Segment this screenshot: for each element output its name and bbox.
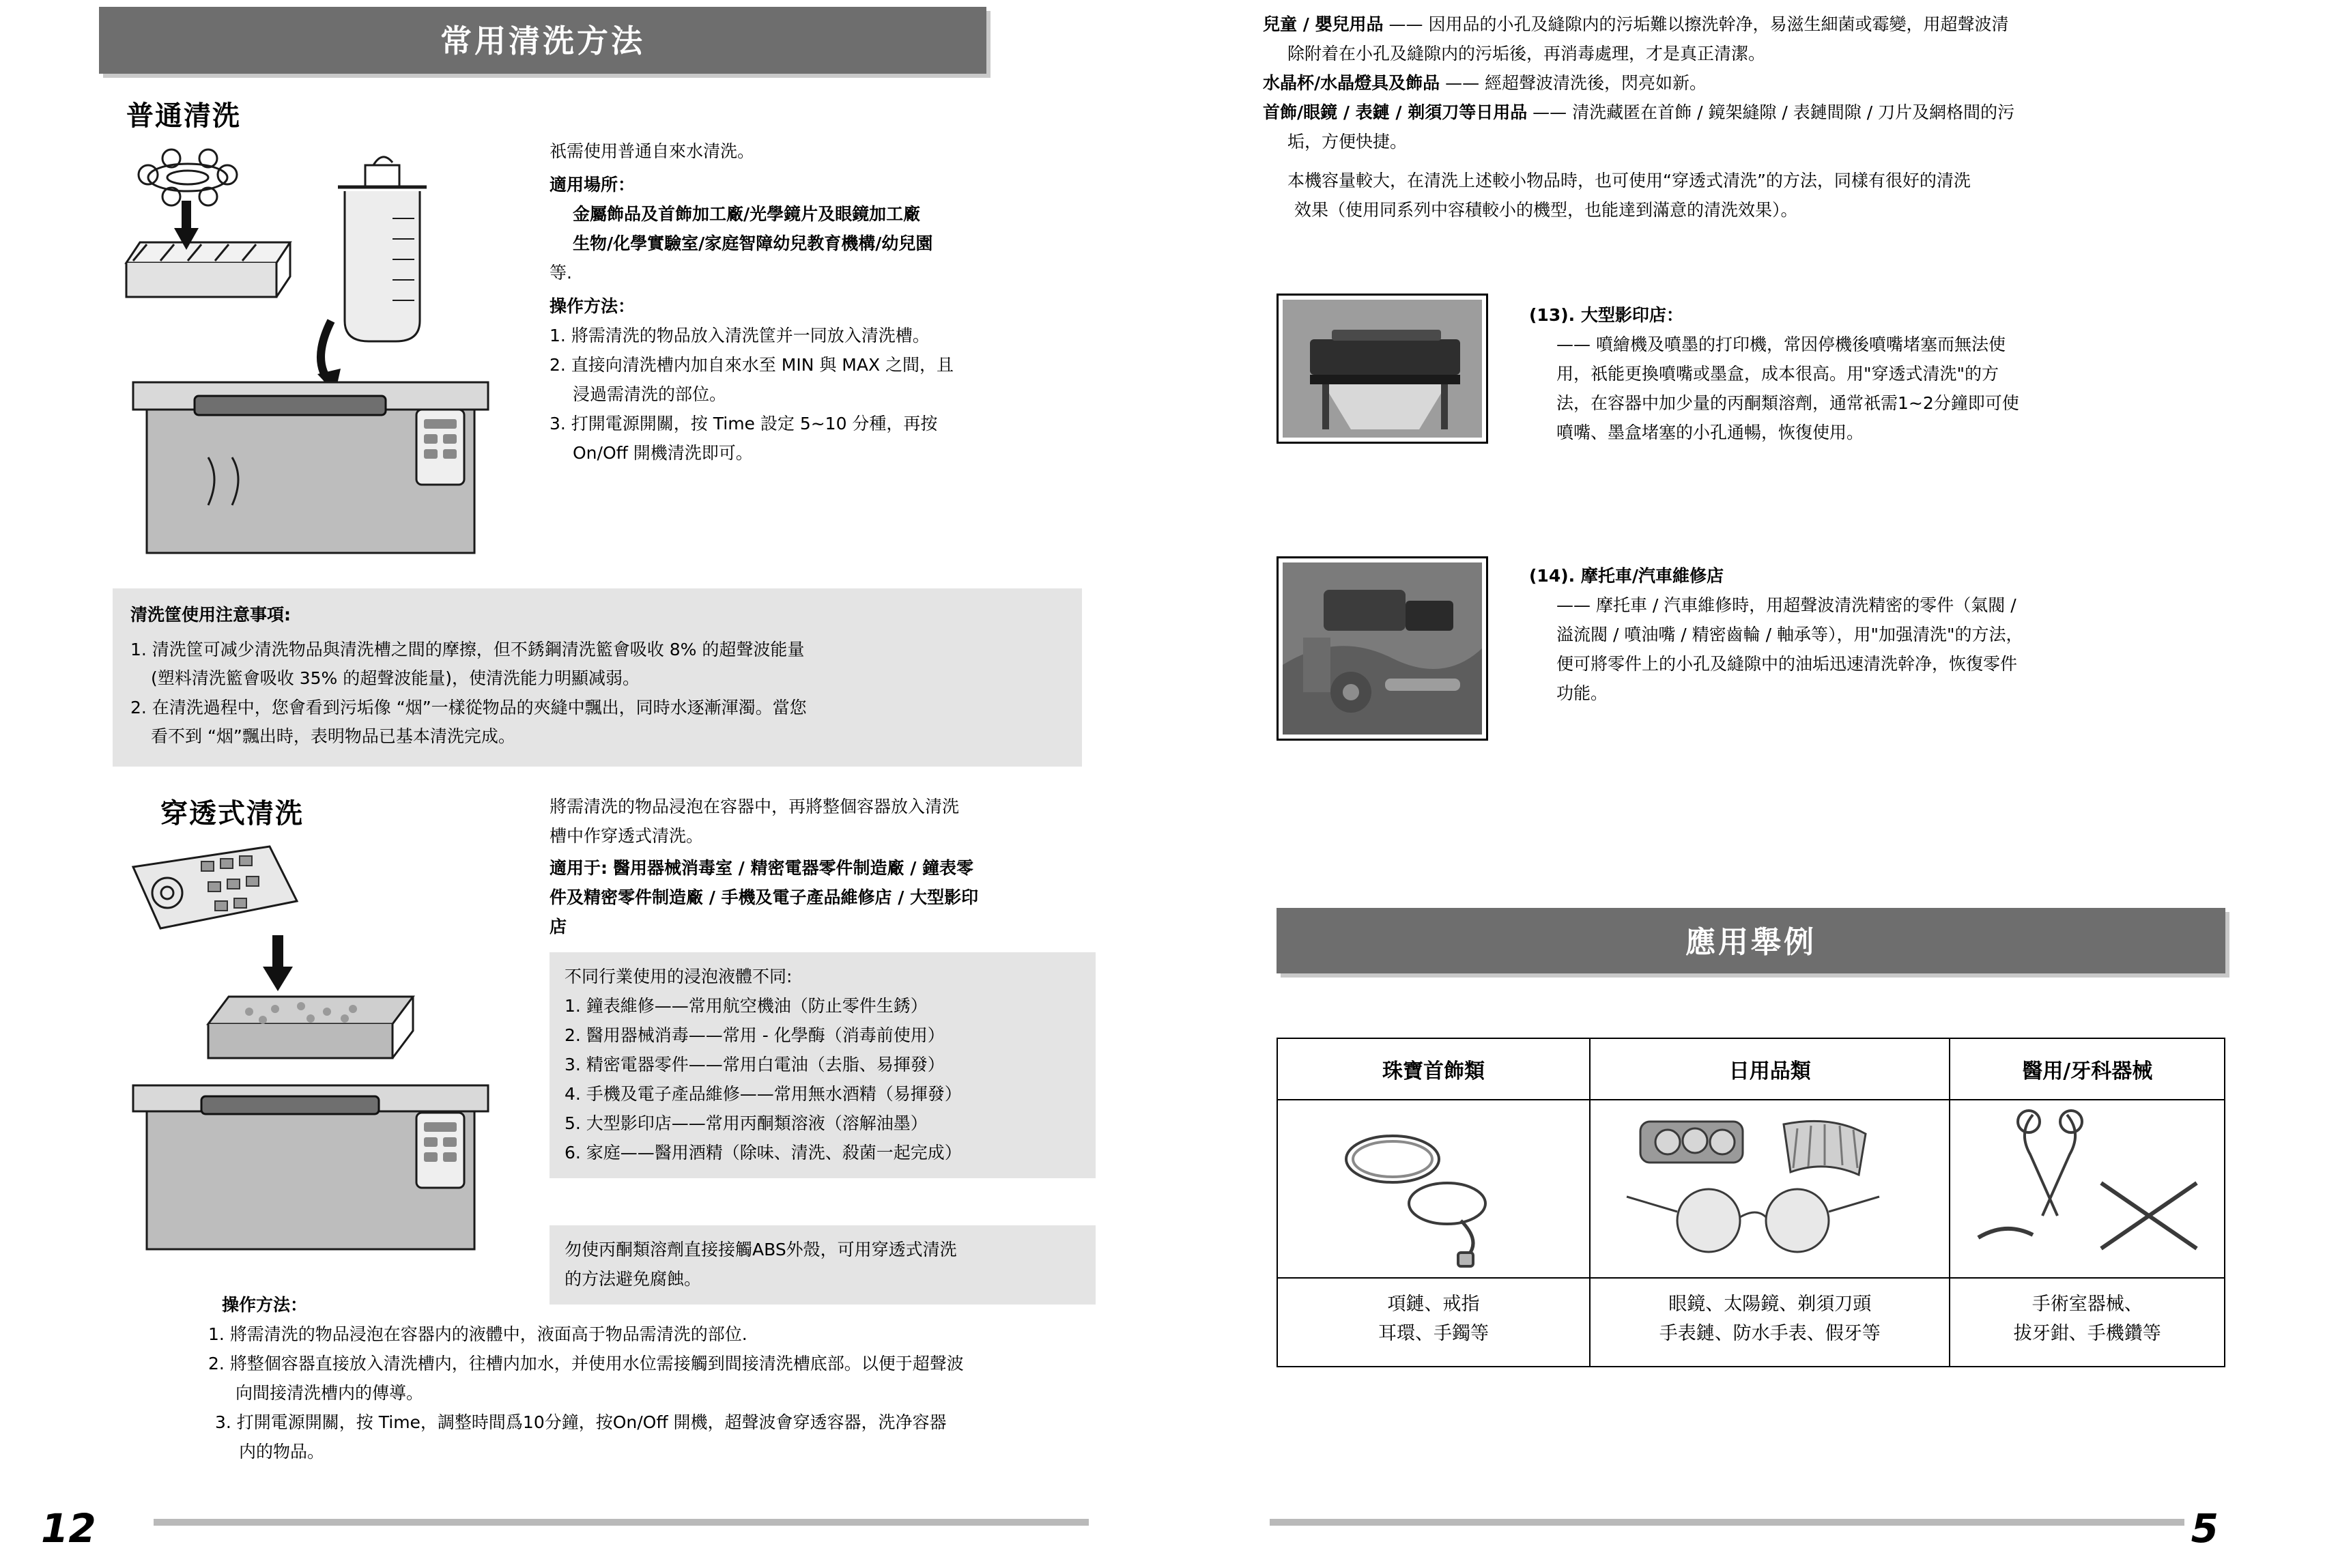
top-item-2 [1263, 68, 2253, 98]
entry-14-number: (14). [1529, 566, 1576, 586]
normal-step-1: 1. 將需清洗的物品放入清洗筐并一同放入清洗槽。 [550, 326, 930, 345]
application-examples-table [1277, 1038, 2225, 1367]
label-applicable-places: 適用場所： [550, 175, 636, 195]
large-format-printer-photo [1283, 300, 1482, 438]
entry-14-photo-frame [1277, 556, 1488, 741]
penetrating-intro-1: 將需清洗的物品浸泡在容器中，再將整個容器放入清洗 [550, 797, 960, 816]
basket-notice-line-3: 2. 在清洗過程中，您會看到污垢像 “烟”一樣從物品的夾縫中飄出，同時水逐漸渾濁。當您 [130, 697, 807, 717]
engine-parts-photo [1283, 562, 1482, 735]
right-section-banner: 應用舉例 [1277, 908, 2225, 973]
top-item-3-line-2: 垢，方便快捷。 [1287, 132, 1408, 152]
top-item-2-line-1: 經超聲波清洗後，閃亮如新。 [1485, 73, 1707, 93]
top-item-3-line-1: 清洗藏匿在首飾 / 鏡架縫隙 / 表鏈間隙 / 刀片及網格間的污 [1572, 102, 2015, 122]
application-examples-table-wrap [1277, 1038, 2225, 1367]
table-header-medical: 醫用/牙科器械 [1950, 1038, 2225, 1100]
right-paragraph-2: 效果（使用同系列中容積較小的機型，也能達到滿意的清洗效果）。 [1294, 200, 1798, 220]
acetone-warning-2: 的方法避免腐蝕。 [565, 1269, 702, 1289]
normal-intro: 祇需使用普通自來水清洗。 [550, 141, 755, 161]
normal-step-2: 2. 直接向清洗槽内加自來水至 MIN 與 MAX 之間，且 [550, 355, 954, 375]
table-header-row [1277, 1038, 2225, 1100]
normal-cleaning-text [550, 137, 1096, 468]
right-paragraph-1: 本機容量較大，在清洗上述較小物品時，也可使用“穿透式清洗”的方法，同樣有很好的清洗 [1287, 171, 1971, 190]
jewelry-caption-1: 項鏈、戒指 [1387, 1294, 1480, 1315]
apply-text-1: 醫用器械消毒室 / 精密電器零件制造廠 / 鐘表零 [612, 858, 974, 878]
soak-liquids-box [550, 952, 1096, 1178]
entry-13-number: (13). [1529, 305, 1576, 325]
entry-13-text [1529, 300, 2246, 447]
jewelry-caption-2: 耳環、手鐲等 [1378, 1323, 1489, 1345]
soak-liquids-title: 不同行業使用的浸泡液體不同: [565, 967, 793, 986]
soak-liquid-3: 3. 精密電器零件——常用白電油（去脂、易揮發） [565, 1055, 945, 1074]
top-item-2-label: 水晶杯/水晶燈具及飾品 [1263, 73, 1440, 93]
entry-13-photo-frame [1277, 294, 1488, 444]
entry-13-heading [1529, 300, 2246, 330]
entry-13-line-2: 用，祇能更換噴嘴或墨盒，成本很高。用"穿透式清洗"的方 [1556, 364, 1999, 384]
top-item-3-dash: —— [1532, 102, 1567, 122]
label-operation-method: 操作方法： [550, 296, 636, 316]
top-item-1-dash: —— [1388, 14, 1423, 34]
top-item-3 [1263, 98, 2253, 127]
place-line-1: 金屬飾品及首飾加工廠/光學鏡片及眼鏡加工廠 [573, 204, 921, 224]
top-item-1-line-2: 除附着在小孔及縫隙内的污垢後，再消毒處理，才是真正清潔。 [1287, 44, 1766, 63]
table-header-daily: 日用品類 [1590, 1038, 1950, 1100]
basket-notice-line-1: 1. 清洗筐可减少清洗物品與清洗槽之間的摩擦，但不銹鋼清洗籃會吸收 8% 的超聲波能量 [130, 639, 805, 659]
left-page-number: 12 [41, 1505, 96, 1552]
entry-14-text [1529, 561, 2246, 708]
apply-text-2: 件及精密零件制造廠 / 手機及電子產品維修店 / 大型影印 [550, 887, 979, 907]
left-section-banner: 常用清洗方法 [99, 7, 986, 74]
normal-step-3: 3. 打開電源開關，按 Time 設定 5~10 分種，再按 [550, 414, 938, 433]
penetrating-intro-2: 槽中作穿透式清洗。 [550, 826, 704, 846]
entry-13-line-3: 法，在容器中加少量的丙酮類溶劑，通常祇需1~2分鐘即可使 [1556, 393, 2019, 413]
right-page-column [1256, 0, 2259, 1568]
entry-13-title: 大型影印店： [1580, 305, 1683, 325]
medical-caption-1: 手術室器械、 [2032, 1294, 2143, 1315]
penetrating-step-3-cont: 内的物品。 [239, 1442, 325, 1462]
entry-14-line-1: —— 摩托車 / 汽車維修時，用超聲波清洗精密的零件（氣閥 / [1556, 595, 2016, 615]
top-item-1-label: 兒童 / 嬰兒用品 [1263, 14, 1384, 34]
acetone-warning-1: 勿使丙酮類溶劑直接接觸ABS外殼，可用穿透式清洗 [565, 1240, 957, 1259]
entry-14-heading [1529, 561, 2246, 590]
entry-13-line-4: 噴嘴、墨盒堵塞的小孔通暢，恢復使用。 [1556, 423, 1864, 442]
basket-notice-title: 清洗筐使用注意事項: [130, 605, 291, 625]
cell-jewelry-image [1277, 1100, 1590, 1278]
table-image-row [1277, 1100, 2225, 1278]
place-line-2: 生物/化學實驗室/家庭智障幼兒教育機構/幼兒園 [573, 233, 933, 253]
label-operation-method-2: 操作方法： [222, 1295, 308, 1315]
top-item-1-line-1: 因用品的小孔及縫隙内的污垢難以擦洗幹净，易滋生細菌或霉變，用超聲波清 [1428, 14, 2009, 34]
soak-liquid-4: 4. 手機及電子產品維修——常用無水酒精（易揮發） [565, 1084, 962, 1104]
entry-14-line-3: 便可將零件上的小孔及縫隙中的油垢迅速清洗幹净，恢復零件 [1556, 654, 2018, 674]
penetrating-step-2-cont: 向間接清洗槽内的傳導。 [236, 1383, 424, 1403]
penetrating-step-2: 2. 將整個容器直接放入清洗槽内，往槽内加水，并使用水位需接觸到間接清洗槽底部。以便于超聲波 [208, 1354, 964, 1373]
table-header-jewelry: 珠寶首飾類 [1277, 1038, 1590, 1100]
penetrating-cleaning-illustration [106, 819, 543, 1263]
cell-daily-image [1590, 1100, 1950, 1278]
soak-liquid-5: 5. 大型影印店——常用丙酮類溶液（溶解油墨） [565, 1113, 928, 1133]
normal-step-3-cont: On/Off 開機清洗即可。 [573, 443, 753, 463]
label-applicable-for: 適用于: [550, 858, 608, 878]
left-footer-rule [154, 1519, 1089, 1526]
cell-medical-caption [1950, 1278, 2225, 1367]
basket-notice-line-2: (塑料清洗籃會吸收 35% 的超聲波能量)，使清洗能力明顯减弱。 [151, 668, 640, 688]
soak-liquid-1: 1. 鐘表維修——常用航空機油（防止零件生銹） [565, 996, 928, 1016]
normal-cleaning-illustration [106, 116, 543, 573]
apply-text-3: 店 [550, 917, 567, 937]
soak-liquid-2: 2. 醫用器械消毒——常用 - 化學酶（消毒前使用） [565, 1025, 945, 1045]
entry-14-title: 摩托車/汽車維修店 [1580, 566, 1724, 586]
top-item-2-dash: —— [1445, 73, 1480, 93]
daily-caption-2: 手表鏈、防水手表、假牙等 [1659, 1323, 1881, 1345]
cell-jewelry-caption [1277, 1278, 1590, 1367]
entry-14-line-4: 功能。 [1556, 683, 1608, 703]
place-line-3: 等. [550, 263, 572, 283]
heading-normal-cleaning: 普通清洗 [126, 100, 241, 132]
basket-notice-box [113, 588, 1082, 767]
penetrating-step-1: 1. 將需清洗的物品浸泡在容器内的液體中，液面高于物品需清洗的部位. [208, 1324, 747, 1344]
penetrating-step-3: 3. 打開電源開關，按 Time，調整時間爲10分鐘，按On/Off 開機，超聲波會穿透容器，洗净容器 [215, 1412, 947, 1432]
medical-caption-2: 拔牙鉗、手機鑽等 [2013, 1323, 2161, 1345]
entry-13-line-1: —— 噴繪機及噴墨的打印機，常因停機後噴嘴堵塞而無法使 [1556, 334, 2006, 354]
left-page-column [41, 0, 1116, 1568]
cell-medical-image [1950, 1100, 2225, 1278]
cell-daily-caption [1590, 1278, 1950, 1367]
penetrating-method-text [113, 1290, 1096, 1466]
basket-notice-line-4: 看不到 “烟”飄出時，表明物品已基本清洗完成。 [151, 726, 515, 746]
penetrating-cleaning-text [550, 792, 1096, 941]
daily-caption-1: 眼鏡、太陽鏡、剃須刀頭 [1668, 1294, 1872, 1315]
normal-step-2-cont: 浸過需清洗的部位。 [573, 384, 727, 404]
right-page-number: 5 [2191, 1505, 2219, 1552]
heading-penetrating-cleaning: 穿透式清洗 [160, 798, 304, 829]
table-caption-row [1277, 1278, 2225, 1367]
entry-14-line-2: 溢流閥 / 噴油嘴 / 精密齒輪 / 軸承等），用"加强清洗"的方法， [1556, 625, 2023, 644]
soak-liquid-6: 6. 家庭——醫用酒精（除味、清洗、殺菌一起完成） [565, 1143, 962, 1163]
right-top-items [1263, 10, 2253, 225]
right-footer-rule [1270, 1519, 2184, 1526]
top-item-3-label: 首飾/眼鏡 / 表鏈 / 剃須刀等日用品 [1263, 102, 1528, 122]
top-item-1 [1263, 10, 2253, 39]
